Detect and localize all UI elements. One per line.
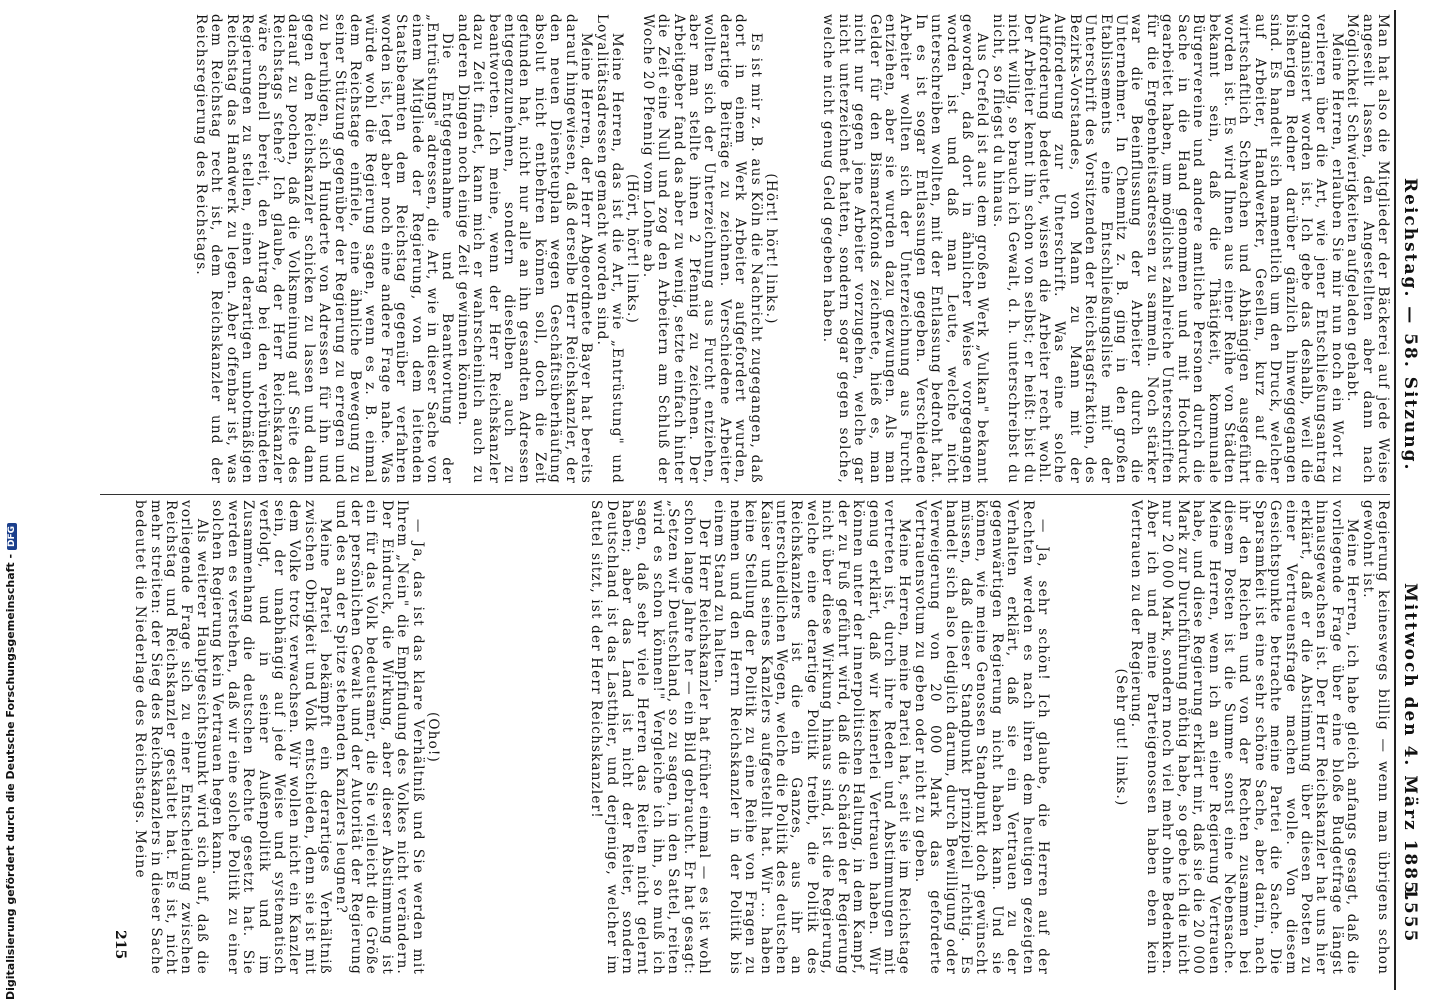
column-middle-right <box>588 500 1050 975</box>
header-rule <box>1394 10 1396 990</box>
column-lower-left <box>193 14 778 484</box>
interjection: (Sehr gut! links.) <box>1113 668 1130 807</box>
paragraph: Meine Herren, erlauben Sie mir nun noch ein Wort zu verlieren über die Art, wie jener Entschließungsantrag organisiert worden ist. Ich gebe das deshalb, weil die bisherigen Redner darüber gänzlich hinweggegangen sind. Es handelt sich namentlich um den Druck, welcher auf Arbeiter, Handwerker, Gesellen, kurz auf die wirtschaftlich Schwachen und Abhängigen ausgeführt worden ist. Es wird Ihnen aus einer Reihe von Städten bekannt sein, daß die Thätigkeit, kommunale Bürgervereine und andere amtliche Personen durch die Sache in die Hand genommen und mit Hochdruck gearbeitet haben, um möglichst zahlreiche Unterschriften für die Ergebenheitsadressen zu sammeln. Noch stärker war die Beeinflussung der Arbeiter durch die Unternehmer. In Chemnitz z. B. ging in den großen Etablissements eine Entschließungsliste mit der Unterschrift des Vorsitzenden der Reichstagsfraktion, des Bezirks-Vorstandes, von Mann zu Mann mit der Aufforderung zur Unterschrift. Was eine solche Aufforderung bedeutet, wissen die Arbeiter recht wohl. Der Arbeiter kennt ihn schon von selbst; er heißt: bist du nicht willig, so brauch ich Gewalt, d. h. unterschreibst du nicht, so fliegst du hinaus. <box>989 14 1345 484</box>
paragraph: Man hat also die Mitglieder der Bäckerei auf jede Weise angeseilt lassen, den Angestellten aber dann nach Möglichkeit Schwierigkeiten aufgeladen gehabt. <box>1344 14 1391 484</box>
paragraph: Meine Herren, das ist die Art, wie „Entrüstung" und Loyalitätsadressen gemacht worden sind. <box>593 14 625 484</box>
paragraph: Die Entgegennahme und Beantwortung der „Entrüstungs" adressen, die Art, wie in dieser Sache von einem Mitgliede der Regierung, von dem leitenden Staatsbeamten dem Reichstag gegenüber verfahren worden ist, legt aber noch eine andere Frage nahe. Was würde wohl die Regierung sagen, wenn es z. B. einmal dem Reichstage einfiele, eine ähnliche Bewegung zu seiner Stützung gegenüber der Regierung zu erregen und zu beruhigen, sich Hunderte von Adressen für ihn und gegen den Reichskanzler schicken zu lassen und dann darauf zu pochen, daß die Volksmeinung auf Seite des Reichstags stehe? Ich glaube, der Herr Reichskanzler wäre schnell bereit, den Antrag bei den verbündeten Regierungen zu stellen, einen derartigen unbotmäßigen Reichstag das Handwerk zu legen. Aber offenbar ist, was dem Reichstag recht ist, dem Reichskanzler und der Reichsregierung des Reichstags. <box>192 14 456 484</box>
header-left: Reichstag. — 58. Sitzung. <box>1400 178 1420 472</box>
paragraph: Meine Partei bekämpft ein derartiges Verhältniß zwischen Obrigkeit und Volk entschieden, denn sie ist mit dem Volke trotz verwachsen. Wir wollen nicht ein Kanzler sein, der unabhängig auf jede Weise und systematisch verfolgt, und in seiner Außenpolitik und im Zusammenhang die deutschen Rechte gesetzt hat. Sie werden es verstehen, daß wir eine solche Politik zu einer solchen Regierung kein Vertrauen hegen kann. <box>209 500 334 975</box>
column-upper-right <box>1113 500 1390 975</box>
column-divider <box>100 494 1390 495</box>
signature-mark: 215 <box>112 930 128 960</box>
column-lower-right <box>132 500 440 975</box>
interjection: (Hört, hört! links.) <box>624 173 641 325</box>
paragraph: Aus Crefeld ist aus dem großen Werk „Vulkan" bekannt geworden, daß dort in ähnlicher Weise vorgegangen worden ist und daß man Leute, welche nicht unterschreiben wollten, mit der Entlassung bedroht hat. In es ist sogar Entlassungen gegeben. Verschiedene Arbeiter wollten sich der Unterzeichnung aus Furcht entziehen, aber sie wurden dazu gezwungen. Als man Gelder für den Bismarckfonds zeichnete, hieß es, man nicht nur gegen jene Arbeiter vorzugehen, welche gar nicht unterzeichnet hatten, sondern sogar gegen solche, welche nicht genug Geld gegeben haben. <box>820 14 991 484</box>
paragraph: — Ja, sehr schön! Ich glaube, die Herren auf der Rechten werden es nach ihren dem heutigen gezeigten Verhalten erklärt, daß sie ein Vertrauen zu der gegenwärtigen Regierung nicht haben kann. Und sie können, wie meine Genossen Standpunkt doch gewünscht müssen, daß dieser Standpunkt prinzipiell richtig. Es handelt sich also lediglich darum, durch Bewilligung oder Verweigerung von 20 000 Mark das geforderte Vertrauensvotum zu geben oder nicht zu geben. <box>911 500 1051 975</box>
header-right: Mittwoch den 4. März 1885. <box>1400 583 1420 903</box>
page-number: 1555 <box>1400 888 1420 944</box>
footer-text: Digitalisierung gefördert durch die Deutsche Forschungsgemeinschaft - <box>4 553 17 1000</box>
paragraph: Regierung keineswegs billig — wenn man übrigens schon gewohnt ist. <box>1359 500 1391 975</box>
page-header <box>1396 8 1420 993</box>
paragraph: Meine Herren, ich habe gleich anfangs gesagt, daß die vorliegende Frage über eine bloße Budgetfrage längst hinausgewachsen ist. Der Herr Reichskanzler hat uns hier erklärt, daß er die Abstimmung über diesen Posten zu einer Vertrauensfrage machen wolle. Von diesem Gesichtspunkte betrachte meine Partei die Sache. Die Sparsamkeit ist eine sehr schöne Sache, aber darin, nach ihr den Reichen und von der Rechten zusammen bei diesem Posten ist die Summe sonst eine Nebensache. Meine Herren, wenn ich an einer Regierung Vertrauen habe, und diese Regierung erklärt mir, daß sie die 20 000 Mark zur Durchführung nöthig habe, so gebe ich die nicht nur 20 000 Mark, sondern noch viel mehr ohne Bedenken. Aber ich und meine Parteigenossen haben eben kein Vertrauen zu der Regierung. <box>1128 500 1361 975</box>
paragraph: Der Herr Reichskanzler hat früher einmal — es ist wohl schon lange Jahre her — ein Bild gebraucht. Er hat gesagt: „Setzen wir Deutschland, so zu sagen, in den Sattel, reiten wird es schon können!" Vergleiche ich ihn, so muß ich sagen, daß sehr viele Herren das Reiten nicht gelernt haben; aber das Land ist nicht der Reiter, sondern Deutschland ist das Lastthier, und derjenige, welcher im Sattel sitzt, ist der Herr Reichskanzler! <box>588 500 713 975</box>
interjection: (Oho!) <box>425 711 441 764</box>
digitization-footer <box>4 523 17 1000</box>
paragraph: — Ja, das ist das klare Verhältniß und Sie werden mit Ihrem „Nein" die Empfindung des Volkes nicht verändern. Der Eindruck, die Wirkung, aber dieser Abstimmung ist ein für das Volk bedeutsamer, die Sie vielleicht die Größe der persönlichen Gewalt und der Autorität der Regierung und des an der Spitze stehenden Kanzlers leugnen? <box>332 500 426 975</box>
paragraph: Es ist mir z. B. aus Köln die Nachricht zugegangen, daß dort in einem Werk Arbeiter aufgefordert wurden, derartige Beiträge zu zeichnen. Verschiedene Arbeiter wollten sich der Unterzeichnung aus Furcht entziehen, aber man stellte ihnen 2 Pfennig zu zeichnen. Der Arbeitgeber fand das aber zu wenig, setzte einfach hinter die Zeit eine Null und zog den Arbeitern am Schluß der Woche 20 Pfennig vom Lohne ab. <box>639 14 764 484</box>
dfg-logo: DFG <box>7 523 17 550</box>
paragraph: Meine Herren, der Herr Abgeordnete Bayer hat bereits darauf hingewiesen, daß derselbe Herr Reichskanzler, der den neuen Diensteuplan wegen Geschäftsüberhäufung absolut nicht entbehren können soll, doch die Zeit gefunden hat, nicht nur alle an ihn gesandten Adressen entgegenzunehmen, sondern dieselben auch zu beantworten. Ich meine, wenn der Herr Reichskanzler dazu Zeit findet, kann mich er wahrscheinlich auch zu anderen Dingen noch einige Zeit gewinnen können. <box>454 14 595 484</box>
interjection: (Hört! hört! links.) <box>763 173 779 325</box>
paragraph: Als weiterer Hauptgesichtspunkt wird sich auf, daß die vorliegende Frage sich zu einer Entscheidung zwischen Reichstag und Reichskanzler gestaltet hat. Es ist, nicht mehr streiten: der Sieg des Reichskanzlers in dieser Sache bedeutet die Niederlage des Reichstags. Meine <box>132 500 210 975</box>
paragraph: Meine Herren, meine Partei hat, seit sie im Reichstage vertreten ist, durch ihre Reden und Abstimmungen mit genug erklärt, daß wir keinerlei Vertrauen haben. Wir können unter der innerpolitischen Haltung, in dem Kampf, der zu Fuß geführt wird, daß die Schäden der Regierung nicht über diese Wirkung hinaus sind, ist die Regierung, welche eine derartige Politik treibt, die Politik des Reichskanzlers ist die ein Ganzes, aus ihr an unterschiedlichen Wegen, welche die Politik des deutschen Kaiser und seines Kanzlers aufgestellt hat. Wir ... haben keine Stellung der Politik zu eine Reihe von Fragen zu nehmen und den Herrn Reichskanzler in der Politik bis einem Stand zu halten. <box>711 500 913 975</box>
